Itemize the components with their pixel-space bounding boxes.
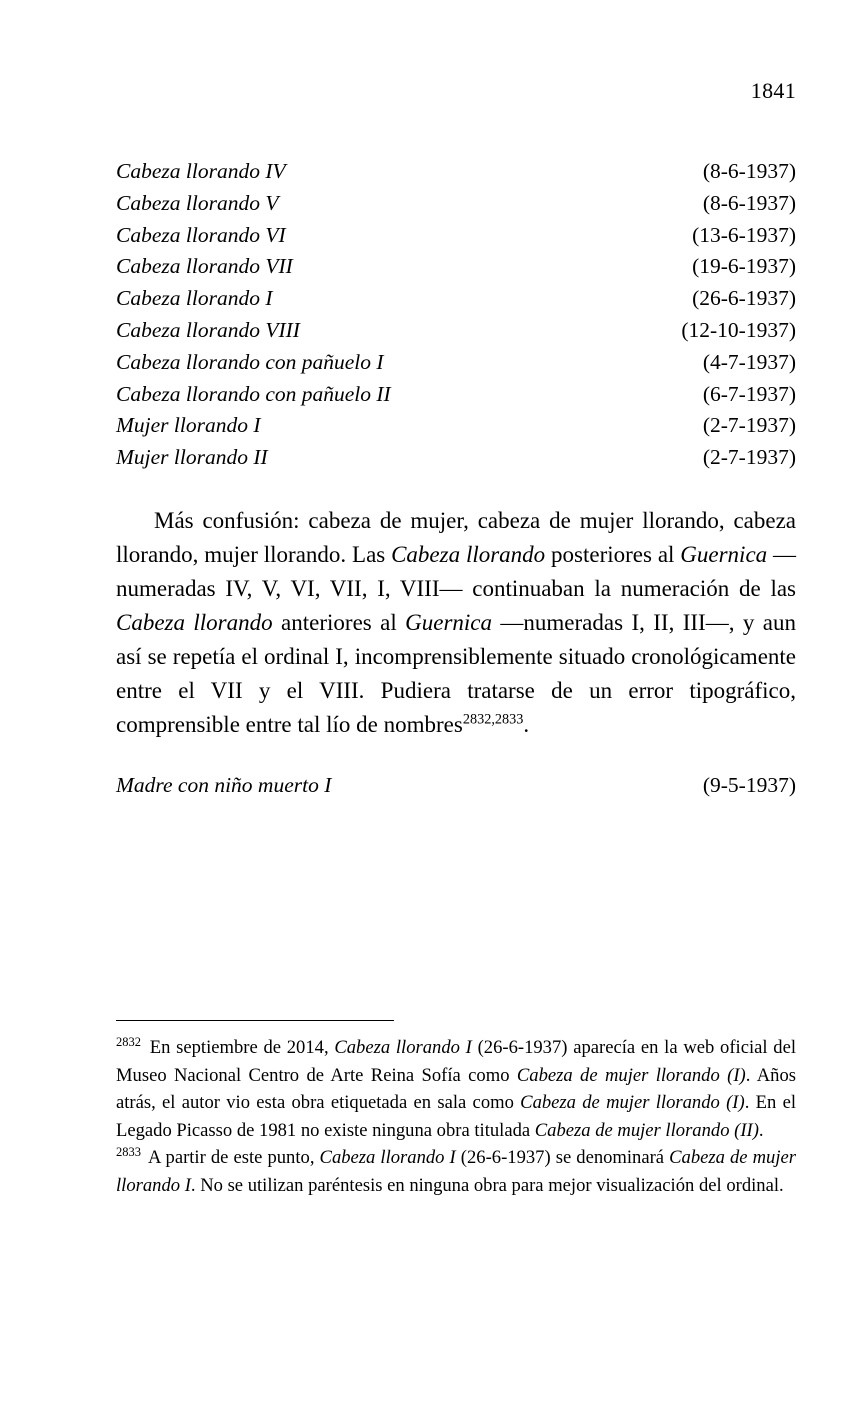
work-list bbox=[116, 156, 796, 474]
para-text: —numeradas I, II, III—, y aun así se repetía el ordinal I, incomprensiblemente situado cronológicamente entre el VII y el VIII. Pudiera tratarse de un error tipográfico, comprensible entre tal lío de nombres bbox=[116, 609, 796, 737]
list-item bbox=[116, 188, 796, 220]
work-title: Cabeza llorando I bbox=[116, 286, 273, 311]
list-item bbox=[116, 410, 796, 442]
work-date: (26-6-1937) bbox=[692, 286, 796, 311]
para-text: —numeradas IV, V, VI, VII, I, VIII— continuaban la numeración de las bbox=[116, 541, 797, 601]
page-number: 1841 bbox=[750, 78, 796, 103]
list-item bbox=[116, 220, 796, 252]
list-item bbox=[116, 283, 796, 315]
para-text: posteriores al bbox=[545, 541, 681, 567]
work-title: Cabeza llorando VI bbox=[116, 222, 286, 247]
footnote-italic: Cabeza llorando I bbox=[334, 1037, 472, 1058]
para-text: Más confusión: cabeza de mujer, cabeza de mujer llorando, cabeza llorando, mujer llorando. Las bbox=[116, 507, 796, 567]
work-title: Mujer llorando II bbox=[116, 445, 268, 470]
para-italic: Guernica bbox=[405, 609, 493, 635]
work-date: (6-7-1937) bbox=[702, 381, 796, 406]
para-text: anteriores al bbox=[272, 609, 406, 635]
work-title: Cabeza llorando V bbox=[116, 190, 279, 215]
para-italic: Cabeza llorando bbox=[391, 541, 546, 567]
list-item bbox=[116, 379, 796, 411]
work-date: (19-6-1937) bbox=[692, 254, 796, 279]
work-title: Cabeza llorando IV bbox=[116, 159, 286, 183]
work-title: Madre con niño muerto I bbox=[116, 772, 332, 797]
list-item bbox=[116, 156, 796, 188]
footnote-italic: Cabeza de mujer llorando (I) bbox=[520, 1092, 745, 1113]
list-item bbox=[116, 315, 796, 347]
work-date: (2-7-1937) bbox=[702, 413, 796, 438]
footnote-text: (26-6-1937) aparecía en la web oficial del Museo Nacional Centro de Arte Reina Sofía como bbox=[116, 1037, 796, 1086]
para-italic: Guernica bbox=[680, 541, 768, 567]
footnote-section bbox=[116, 1020, 796, 1199]
footnote-item bbox=[116, 1034, 796, 1144]
footnote-italic: Cabeza de mujer llorando (I) bbox=[516, 1064, 746, 1086]
footnote-separator-rule bbox=[116, 1020, 394, 1021]
work-date: (2-7-1937) bbox=[702, 445, 796, 470]
list-item bbox=[116, 347, 796, 379]
body-paragraph bbox=[116, 504, 796, 742]
footnote-text: . No se utilizan paréntesis en ninguna obra para mejor visualización del ordinal. bbox=[190, 1174, 784, 1196]
para-text: . bbox=[523, 711, 530, 737]
page-content bbox=[116, 156, 796, 802]
work-title: Mujer llorando I bbox=[116, 413, 261, 438]
work-date: (4-7-1937) bbox=[702, 349, 796, 374]
list-item bbox=[116, 442, 796, 474]
footnote-text: A partir de este punto, bbox=[144, 1147, 320, 1168]
work-date: (12-10-1937) bbox=[681, 317, 796, 342]
footnote-text: . bbox=[758, 1119, 764, 1141]
para-italic: Cabeza llorando bbox=[116, 609, 273, 635]
work-date: (13-6-1937) bbox=[692, 222, 796, 247]
work-title: Cabeza llorando con pañuelo I bbox=[116, 349, 384, 374]
list-item bbox=[116, 251, 796, 283]
footnote-text: . Años atrás, el autor vio esta obra etiquetada en sala como bbox=[116, 1064, 797, 1113]
work-date: (9-5-1937) bbox=[702, 772, 796, 797]
list-item bbox=[116, 770, 796, 802]
work-title: Cabeza llorando VIII bbox=[116, 317, 300, 342]
footnote-item bbox=[116, 1144, 796, 1199]
footnote-mark: 2832 bbox=[116, 1034, 141, 1049]
footnote-italic: Cabeza de mujer llorando (II) bbox=[534, 1119, 759, 1141]
work-date: (8-6-1937) bbox=[702, 190, 796, 215]
footnote-text: En septiembre de 2014, bbox=[144, 1037, 335, 1058]
work-date: (8-6-1937) bbox=[702, 159, 796, 183]
footnote-mark: 2833 bbox=[116, 1144, 141, 1159]
footnote-italic: Cabeza de mujer llorando I bbox=[116, 1147, 796, 1196]
footnote-text: . En el Legado Picasso de 1981 no existe ninguna obra titulada bbox=[116, 1092, 796, 1141]
footnote-text: (26-6-1937) se denominará bbox=[455, 1147, 670, 1168]
footnote-italic: Cabeza llorando I bbox=[319, 1147, 456, 1168]
work-title: Cabeza llorando VII bbox=[116, 254, 293, 279]
work-title: Cabeza llorando con pañuelo II bbox=[116, 381, 391, 406]
footnote-reference[interactable]: 2832,2833 bbox=[462, 711, 524, 728]
